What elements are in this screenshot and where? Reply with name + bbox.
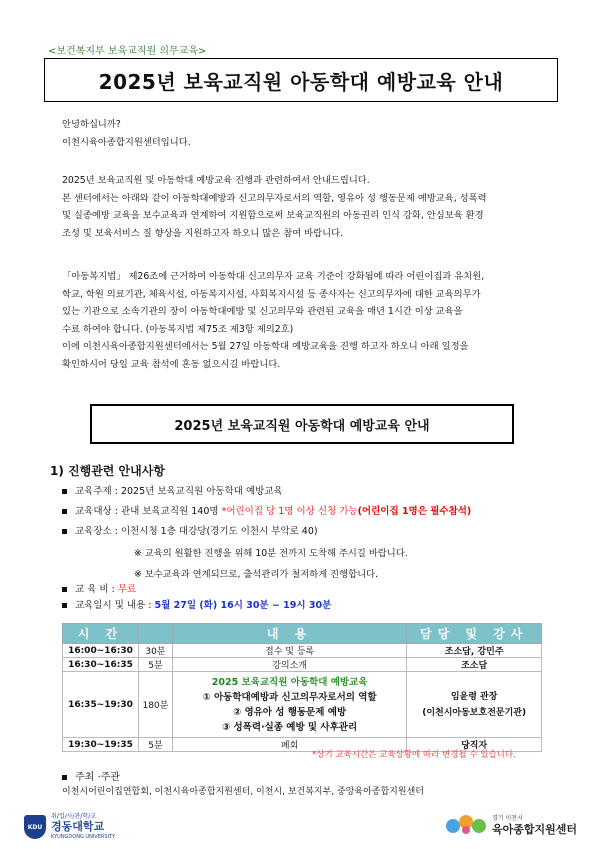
host-label: 주최 ·주관 (75, 772, 120, 783)
schedule-note: *상기 교육시간은 교육상황에 따라 변경될 수 있습니다. (312, 750, 516, 760)
bullet-icon (62, 603, 67, 608)
logo-english: KYUNGDONG UNIVERSITY (51, 834, 116, 840)
section-heading: 1) 진행관련 안내사항 (50, 464, 165, 478)
center-logo (444, 812, 577, 836)
target-note: *어린이집 당 1명 이상 신청 가능 (221, 506, 358, 517)
section-title-box: 2025년 보육교직원 아동학대 예방교육 안내 (90, 404, 514, 444)
intro-paragraph (62, 172, 544, 242)
law-paragraph (62, 268, 544, 373)
item-label: 교 육 비 : (75, 584, 118, 595)
bullet-icon (62, 587, 67, 592)
header-time: 시 간 (63, 624, 139, 644)
paragraph-line: 확인하시어 당일 교육 참석에 혼동 없으시길 바랍니다. (62, 358, 281, 370)
cell-content (172, 672, 406, 738)
cell-time: 19:30~19:35 (63, 738, 139, 752)
item-datetime (62, 598, 331, 614)
instructor-org: (이천시아동보호전문기관) (422, 707, 527, 718)
lecture-title: 2025 보육교직원 아동학대 예방교육 (211, 676, 368, 688)
table-row (63, 672, 542, 738)
item-subject (62, 484, 283, 500)
cell-instructor: 조소담 (407, 658, 542, 672)
item-place (62, 524, 318, 540)
instructor-name: 임윤령 관장 (450, 691, 498, 702)
greeting-line: 안녕하십니까? (62, 119, 121, 130)
category-tag: <보건복지부 보육교직원 의무교육> (48, 46, 207, 57)
lecture-topic: ① 아동학대예방과 신고의무자로서의 역할 (202, 691, 377, 703)
note-arrival: ※ 교육의 원활한 진행을 위해 10분 전까지 도착해 주시길 바랍니다. (134, 548, 408, 559)
bullet-icon (62, 775, 67, 780)
table-row (63, 658, 542, 672)
host-heading (62, 768, 120, 783)
paragraph-line: 및 실종예방 교육을 보수교육과 연계하여 지원함으로써 보육교직원의 아동권리 인식 강화, 안심보육 환경 (62, 210, 484, 221)
cell-content: 폐회 (172, 738, 406, 752)
bullet-icon (62, 509, 67, 514)
bullet-icon (62, 489, 67, 494)
item-target (62, 504, 471, 520)
paragraph-line: 이에 이천시육아종합지원센터에서는 5월 27일 아동학대 예방교육을 진행 하고자 하오니 아래 일정을 (62, 341, 469, 352)
cell-content: 접수 및 등록 (172, 644, 406, 658)
cell-instructor: 당직자 (407, 738, 542, 752)
lecture-topic: ③ 성폭력·실종 예방 및 사후관리 (222, 721, 358, 733)
header-duration (138, 624, 172, 644)
paragraph-line: 「아동복지법」 제26조에 근거하여 아동학대 신고의무자 교육 기준이 강화됨에 따라 어린이집과 유치원, (62, 271, 485, 282)
item-fee (62, 582, 136, 598)
item-label: 교육일시 및 내용 : (75, 600, 155, 611)
target-required: (어린이집 1명은 필수참석) (357, 506, 472, 517)
center-region: 경기 이천시 (492, 815, 523, 822)
cell-duration: 180분 (138, 672, 172, 738)
shield-icon: KDU (24, 815, 46, 839)
item-value: 이천시청 1층 대강당(경기도 이천시 부악로 40) (120, 526, 318, 537)
center-logo-icon (444, 812, 488, 836)
cell-time: 16:00~16:30 (63, 644, 139, 658)
logo-name: 경동대학교 (51, 820, 105, 833)
university-logo (24, 812, 115, 842)
cell-time: 16:35~19:30 (63, 672, 139, 738)
paragraph-line: 2025년 보육교직원 및 아동학대 예방교육 진행과 관련하여서 안내드립니다. (62, 175, 370, 186)
note-attendance: ※ 보수교육과 연계되므로, 출석관리가 철저하게 진행합니다. (134, 569, 379, 580)
host-organizations: 이천시어린이집연합회, 이천시육아종합지원센터, 이천시, 보건복지부, 중앙육아종합지원센터 (62, 787, 424, 797)
item-label: 교육장소 : (75, 526, 121, 537)
item-value: 무료 (117, 584, 137, 595)
cell-duration: 5분 (138, 658, 172, 672)
item-value: 2025년 보육교직원 아동학대 예방교육 (120, 486, 283, 497)
table-header-row (63, 624, 542, 644)
cell-duration: 30분 (138, 644, 172, 658)
cell-time: 16:30~16:35 (63, 658, 139, 672)
lecture-topic: ② 영유아 성 행동문제 예방 (233, 706, 347, 718)
paragraph-line: 있는 기관으로 소속기관의 장이 아동학대예방 및 신고의무와 관련된 교육을 매년 1시간 이상 교육을 (62, 306, 463, 317)
page-title: 2025년 보육교직원 아동학대 예방교육 안내 (44, 58, 558, 102)
paragraph-line: 학교, 학원 의료기관, 체육시설, 아동복지시설, 사회복지시설 등 종사자는 신고의무자에 대한 교육의무가 (62, 288, 481, 300)
cell-instructor (407, 672, 542, 738)
item-label: 교육주제 : (75, 486, 121, 497)
paragraph-line: 본 센터에서는 아래와 같이 아동학대예방과 신고의무자로서의 역할, 영유아 성 행동문제 예방교육, 성폭력 (62, 192, 487, 204)
bullet-icon (62, 529, 67, 534)
cell-instructor: 조소담, 강민주 (407, 644, 542, 658)
center-name: 육아종합지원센터 (492, 823, 578, 836)
table-row (63, 644, 542, 658)
header-content: 내 용 (172, 624, 406, 644)
item-label: 교육대상 : (75, 506, 121, 517)
paragraph-line: 수료 하여야 합니다. (아동복지법 제75조 제3항 제의2호) (62, 323, 294, 335)
schedule-table (62, 623, 542, 752)
header-instructor: 담당 및 강사 (407, 624, 542, 644)
paragraph-line: 조성 및 보육서비스 질 향상을 지원하고자 하오니 많은 참여 바랍니다. (62, 227, 344, 239)
item-value: 5월 27일 (화) 16시 30분 ~ 19시 30분 (154, 600, 332, 611)
logo-tagline: 취/업/사/관/학/교 (51, 813, 96, 820)
item-value: 관내 보육교직원 140명 (120, 506, 222, 517)
greeting (62, 116, 544, 151)
greeting-line: 이천시육아종합지원센터입니다. (62, 136, 191, 148)
cell-content: 강의소개 (172, 658, 406, 672)
cell-duration: 5분 (138, 738, 172, 752)
